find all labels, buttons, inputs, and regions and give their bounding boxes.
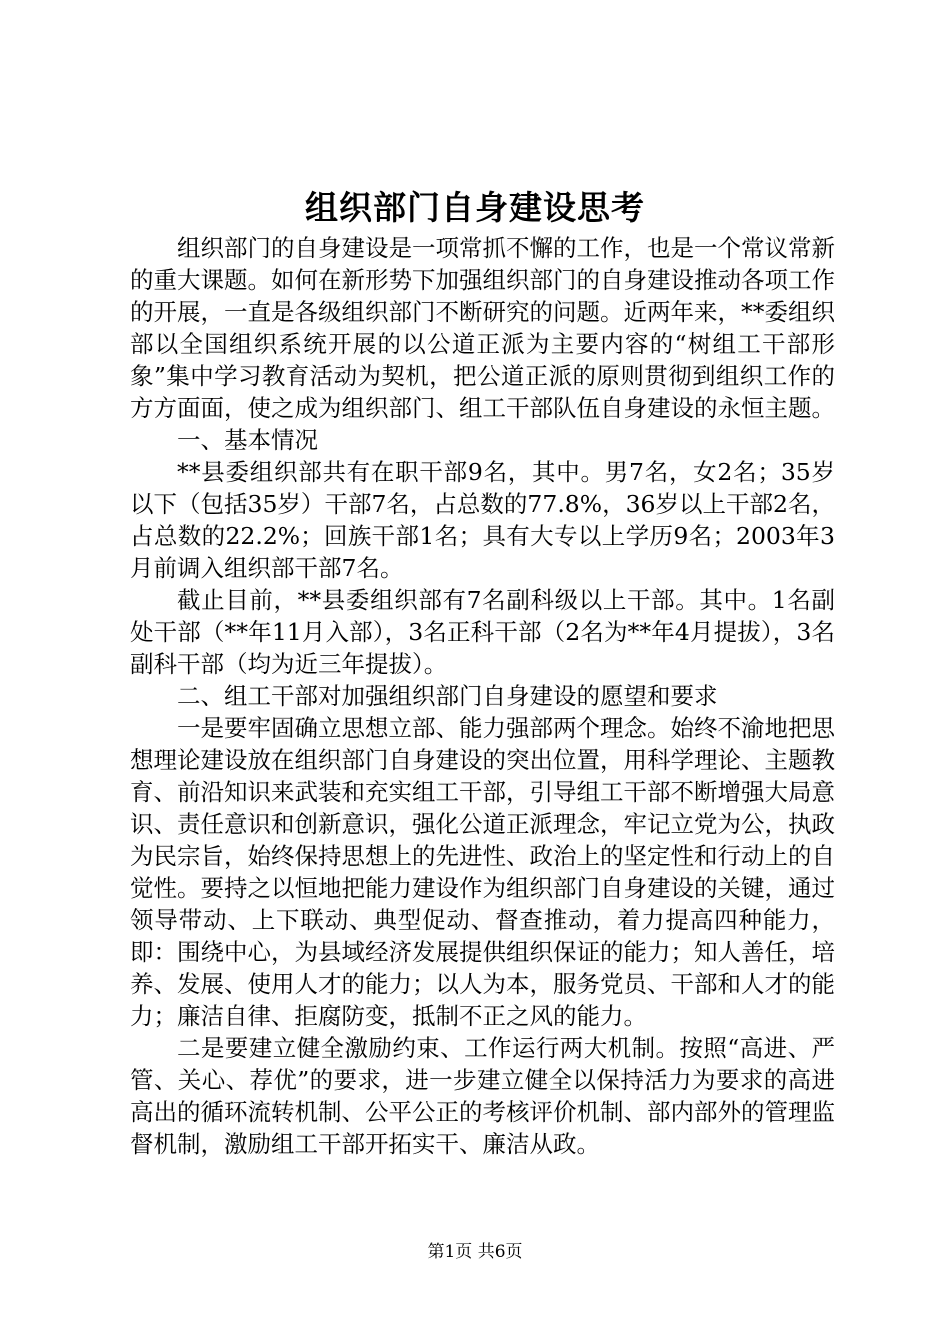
section-heading-wishes-requirements: 二、组工干部对加强组织部门自身建设的愿望和要求 xyxy=(177,682,718,710)
intro-paragraph: 组织部门的自身建设是一项常抓不懈的工作，也是一个常议常新的重大课题。如何在新形势下加强组织部门的自身建设推动各项工作的开展，一直是各级组织部门不断研究的问题。近两年来，**委组织部以全国组织系统开展的以公道正派为主要内容的“树组工干部形象”集中学习教育活动为契机，把公道正派的原则贯彻到组织工作的方方面面，使之成为组织部门、组工干部队伍自身建设的永恒主题。 xyxy=(130,234,835,422)
document-title: 组织部门自身建设思考 xyxy=(305,188,645,227)
section-heading-basic-situation: 一、基本情况 xyxy=(177,426,318,454)
page-number-footer: 第1页 共6页 xyxy=(427,1242,523,1262)
first-requirement-paragraph: 一是要牢固确立思想立部、能力强部两个理念。始终不渝地把思想理论建设放在组织部门自身建设的突出位置，用科学理论、主题教育、前沿知识来武装和充实组工干部，引导组工干部不断增强大局意识、责任意识和创新意识，强化公道正派理念，牢记立党为公，执政为民宗旨，始终保持思想上的先进性、政治上的坚定性和行动上的自觉性。要持之以恒地把能力建设作为组织部门自身建设的关键，通过领导带动、上下联动、典型促动、督查推动，着力提高四种能力，即：围绕中心，为县域经济发展提供组织保证的能力；知人善任，培养、发展、使用人才的能力；以人为本，服务党员、干部和人才的能力；廉洁自律、拒腐防变，抵制不正之风的能力。 xyxy=(130,714,835,1030)
staff-statistics-paragraph: **县委组织部共有在职干部9名，其中。男7名，女2名；35岁以下（包括35岁）干部7名，占总数的77.8%，36岁以上干部2名，占总数的22.2%；回族干部1名；具有大专以上学历9名；2003年3月前调入组织部干部7名。 xyxy=(130,458,835,582)
document-body xyxy=(130,232,835,1160)
second-requirement-paragraph: 二是要建立健全激励约束、工作运行两大机制。按照“高进、严管、关心、荐优”的要求，进一步建立健全以保持活力为要求的高进高出的循环流转机制、公平公正的考核评价机制、部内部外的管理监督机制，激励组工干部开拓实干、廉洁从政。 xyxy=(130,1034,835,1158)
cadre-level-paragraph: 截止目前，**县委组织部有7名副科级以上干部。其中。1名副处干部（**年11月入部），3名正科干部（2名为**年4月提拔），3名副科干部（均为近三年提拔）。 xyxy=(130,586,835,678)
